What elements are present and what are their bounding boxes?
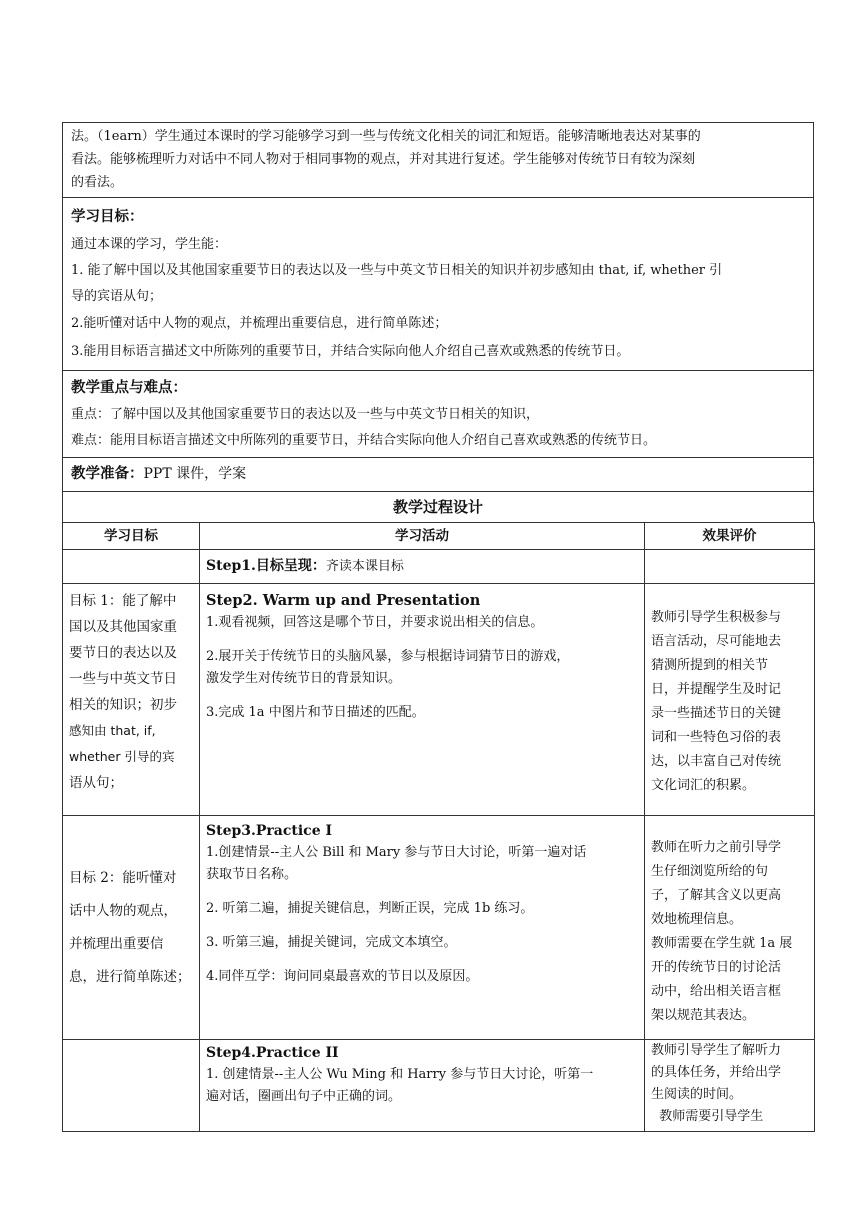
step2-title: Step2. Warm up and Presentation	[206, 592, 481, 609]
goal-cell	[63, 1040, 200, 1132]
prep-block	[62, 457, 814, 491]
keypoints-block	[62, 370, 814, 457]
step1-title: Step1.目标呈现：	[206, 558, 326, 574]
objective-item: 1. 能了解中国以及其他国家重要节日的表达以及一些与中英文节日相关的知识并初步感知由 that, if, whether 引	[71, 263, 723, 278]
objectives-heading: 学习目标：	[71, 208, 144, 225]
table-row	[63, 584, 815, 816]
intro-line: 法。（1earn）学生通过本课时的学习能够学习到一些与传统文化相关的词汇和短语。能够清晰地表达对某事的	[71, 129, 701, 144]
table-row	[63, 816, 815, 1040]
intro-line: 看法。能够梳理听力对话中不同人物对于相同事物的观点，并对其进行复述。学生能够对传统节日有较为深刻	[71, 152, 696, 167]
step4-title: Step4.Practice II	[206, 1045, 339, 1061]
objective-item: 2.能听懂对话中人物的观点，并梳理出重要信息，进行简单陈述；	[71, 316, 448, 331]
objectives-block	[62, 197, 814, 370]
goal-cell: 目标 1：能了解中 国以及其他国家重 要节日的表达以及 一些与中英文节日 相关的知识；初步 感知由 that, if, whether 引导的宾 语从句；	[63, 584, 200, 816]
process-table	[62, 522, 815, 1132]
lesson-plan-page	[62, 122, 814, 1132]
prep-label: 教学准备：	[71, 465, 144, 482]
header-activity: 学习活动	[200, 523, 645, 550]
prep-value: PPT 课件，学案	[143, 466, 247, 482]
table-row	[63, 1040, 815, 1132]
table-row	[63, 550, 815, 584]
activity-cell: Step2. Warm up and Presentation 1.观看视频，回答这是哪个节日，并要求说出相关的信息。 2.展开关于传统节日的头脑风暴，参与根据诗词猜节日的游戏， 激发学生对传统节日的背景知识。 3.完成 1a 中图片和节日描述的匹配。	[200, 584, 645, 816]
intro-line: 的看法。	[71, 175, 124, 190]
keypoints-focus: 重点：了解中国以及其他国家重要节日的表达以及一些与中英文节日相关的知识，	[71, 407, 540, 422]
activity-cell: Step3.Practice I 1.创建情景--主人公 Bill 和 Mary 参与节日大讨论，听第一遍对话 获取节日名称。 2. 听第二遍，捕捉关键信息，判断正误，完成 1b 练习。 3. 听第三遍，捕捉关键词，完成文本填空。 4.同伴互学：询问同桌最喜欢的节日以及原因。	[200, 816, 645, 1040]
step3-title: Step3.Practice I	[206, 823, 333, 839]
intro-block	[62, 122, 814, 197]
header-goal: 学习目标	[63, 523, 200, 550]
process-title: 教学过程设计	[62, 491, 814, 522]
evaluation-cell: 教师引导学生了解听力 的具体任务，并给出学 生阅读的时间。 教师需要引导学生	[645, 1040, 815, 1132]
evaluation-cell: 教师引导学生积极参与 语言活动，尽可能地去 猜测所提到的相关节 日，并提醒学生及时记 录一些描述节日的关键 词和一些特色习俗的表 达，以丰富自己对传统 文化词汇的积累。	[645, 584, 815, 816]
keypoints-heading: 教学重点与难点：	[71, 379, 187, 396]
evaluation-cell: 教师在听力之前引导学 生仔细浏览所给的句 子，了解其含义以更高 效地梳理信息。 教师需要在学生就 1a 展 开的传统节日的讨论活 动中，给出相关语言框 架以规范其表达。	[645, 816, 815, 1040]
objective-item: 导的宾语从句；	[71, 289, 163, 304]
objectives-lead: 通过本课的学习，学生能：	[71, 237, 228, 252]
header-evaluation: 效果评价	[645, 523, 815, 550]
goal-cell: 目标 2：能听懂对 话中人物的观点， 并梳理出重要信 息，进行简单陈述；	[63, 816, 200, 1040]
step1-text: 齐读本课目标	[325, 559, 404, 574]
keypoints-difficulty: 难点：能用目标语言描述文中所陈列的重要节日，并结合实际向他人介绍自己喜欢或熟悉的传统节日。	[71, 433, 657, 448]
activity-cell: Step4.Practice II 1. 创建情景--主人公 Wu Ming 和 Harry 参与节日大讨论，听第一 遍对话，圈画出句子中正确的词。	[200, 1040, 645, 1132]
table-header-row	[63, 523, 815, 550]
objective-item: 3.能用目标语言描述文中所陈列的重要节日，并结合实际向他人介绍自己喜欢或熟悉的传统节日。	[71, 344, 630, 359]
